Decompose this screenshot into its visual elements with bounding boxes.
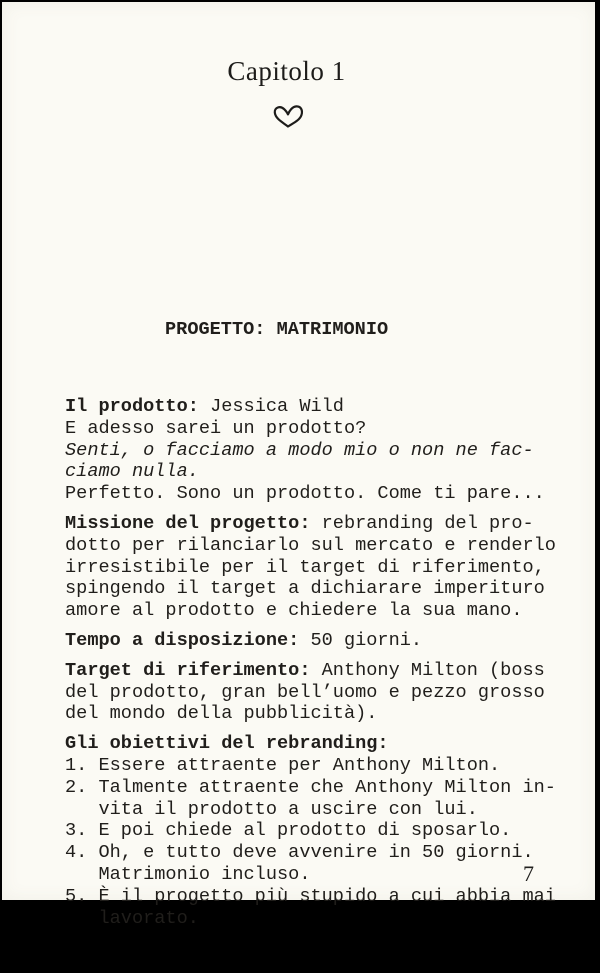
text-segment: del mondo della pubblicità). xyxy=(65,703,378,725)
text-line xyxy=(65,600,565,622)
project-title xyxy=(65,319,565,341)
text-line xyxy=(65,864,565,886)
text-segment: Tempo a disposizione: xyxy=(65,629,300,651)
text-line xyxy=(65,755,565,777)
text-line xyxy=(65,513,565,535)
text-segment: 2. Talmente attraente che Anthony Milton in- xyxy=(65,776,556,798)
text-segment: irresistibile per il target di riferimento, xyxy=(65,556,545,578)
text-segment: Gli obiettivi del rebranding: xyxy=(65,733,389,755)
text-line xyxy=(65,682,565,704)
chapter-title: Capitolo 1 xyxy=(227,56,346,86)
text-segment: Jessica Wild xyxy=(198,395,344,417)
text-segment: ciamo nulla. xyxy=(65,461,199,483)
text-line xyxy=(65,777,565,799)
text-segment: Anthony Milton (boss xyxy=(310,659,545,681)
text-line xyxy=(65,630,565,652)
text-segment: E adesso sarei un prodotto? xyxy=(65,417,367,439)
project-title-text: PROGETTO: MATRIMONIO xyxy=(165,318,389,340)
text-line xyxy=(65,396,565,418)
text-segment: Senti, o facciamo a modo mio o non ne fac- xyxy=(65,439,534,461)
text-segment: amore al prodotto e chiedere la sua mano. xyxy=(65,600,523,622)
text-segment: Perfetto. Sono un prodotto. Come ti pare... xyxy=(65,483,545,505)
text-segment: 3. E poi chiede al prodotto di sposarlo. xyxy=(65,820,512,842)
text-segment: Matrimonio incluso. xyxy=(65,863,311,885)
text-line xyxy=(65,703,565,725)
text-segment: dotto per rilanciarlo sul mercato e renderlo xyxy=(65,534,556,556)
text-line xyxy=(65,557,565,579)
text-line xyxy=(65,733,565,755)
text-segment: 4. Oh, e tutto deve avvenire in 50 giorni. xyxy=(65,842,534,864)
text-line xyxy=(65,483,565,505)
text-line xyxy=(65,799,565,821)
text-segment: del prodotto, gran bell’uomo e pezzo grosso xyxy=(65,681,545,703)
text-line xyxy=(65,842,565,864)
typed-text-block xyxy=(65,275,565,973)
heart-ornament xyxy=(2,102,573,135)
text-segment: lavorato. xyxy=(65,907,199,929)
book-page xyxy=(2,2,595,929)
text-segment: Missione del progetto: xyxy=(65,512,311,534)
text-segment: spingendo il target a dichiarare imperituro xyxy=(65,578,545,600)
text-segment: Target di riferimento: xyxy=(65,659,311,681)
text-line xyxy=(65,535,565,557)
text-line xyxy=(65,461,565,483)
text-segment: 50 giorni. xyxy=(299,629,423,651)
text-segment: Il prodotto: xyxy=(65,395,199,417)
text-line xyxy=(65,820,565,842)
text-line xyxy=(65,908,565,930)
text-line xyxy=(65,660,565,682)
text-segment: rebranding del pro- xyxy=(310,512,534,534)
heart-outline-icon xyxy=(270,102,306,130)
text-line xyxy=(65,418,565,440)
text-segment: 5. È il progetto più stupido a cui abbia mai xyxy=(65,885,556,907)
typed-lines xyxy=(65,396,565,929)
page-number: 7 xyxy=(523,861,534,886)
text-line xyxy=(65,886,565,908)
text-segment: vita il prodotto a uscire con lui. xyxy=(65,798,478,820)
text-segment: 1. Essere attraente per Anthony Milton. xyxy=(65,754,501,776)
text-line xyxy=(65,440,565,462)
text-line xyxy=(65,578,565,600)
